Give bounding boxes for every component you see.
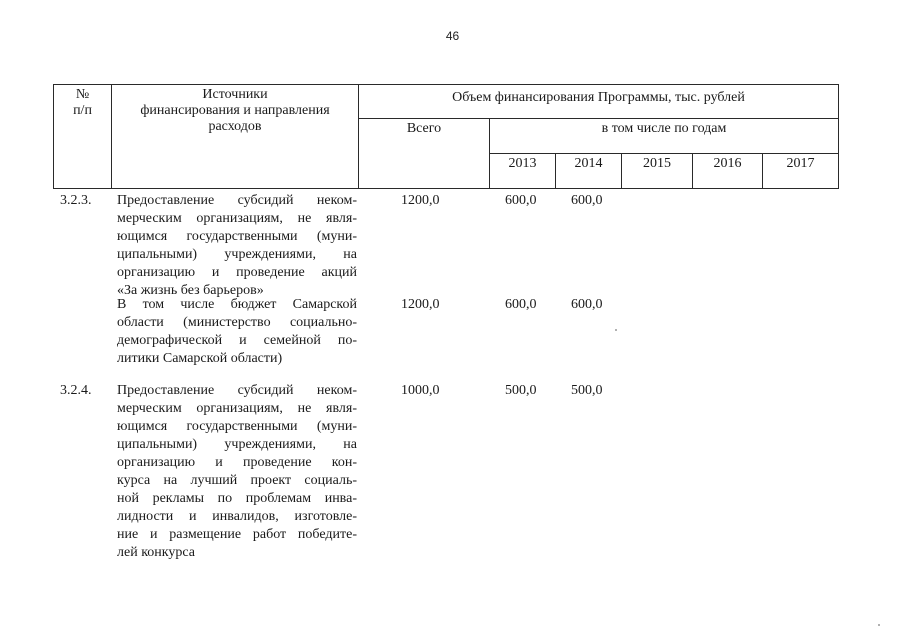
total-value: 1000,0 xyxy=(401,383,440,398)
description-line: ющимся государственными (муни- xyxy=(117,419,357,434)
row-description xyxy=(117,192,357,300)
header-sources-label: Источники финансирования и направления расходов xyxy=(140,87,330,134)
row-number: 3.2.4. xyxy=(60,383,92,398)
description-line: ципальными) учреждениями, на xyxy=(117,247,357,262)
year-2013-value: 600,0 xyxy=(505,297,537,312)
header-right-border xyxy=(838,84,839,189)
description-line: Предоставление субсидий неком- xyxy=(117,383,357,398)
header-by-years-label: в том числе по годам xyxy=(601,121,727,136)
description-line: организацию и проведение кон- xyxy=(117,455,357,470)
header-year-2015: 2015 xyxy=(643,156,671,171)
year-2014-value: 500,0 xyxy=(571,383,603,398)
row-description xyxy=(117,382,357,562)
description-line: организацию и проведение акций xyxy=(117,265,357,280)
description-line: ющимся государственными (муни- xyxy=(117,229,357,244)
scan-speck xyxy=(878,624,880,626)
year-2014-value: 600,0 xyxy=(571,297,603,312)
description-line: лидности и инвалидов, изготовле- xyxy=(117,509,357,524)
description-line: ной рекламы по проблемам инва- xyxy=(117,491,357,506)
header-volume-divider xyxy=(358,118,839,119)
header-volume-label: Объем финансирования Программы, тыс. рублей xyxy=(452,90,745,105)
header-year-2017: 2017 xyxy=(786,156,815,171)
header-total-label: Всего xyxy=(406,121,442,136)
description-line: мерческим организациям, не явля- xyxy=(117,211,357,226)
row-number: 3.2.3. xyxy=(60,193,92,208)
description-line: курса на лучший проект социаль- xyxy=(117,473,357,488)
year-2013-value: 500,0 xyxy=(505,383,537,398)
year-2013-value: 600,0 xyxy=(505,193,537,208)
description-line: ципальными) учреждениями, на xyxy=(117,437,357,452)
description-line: ние и размещение работ победите- xyxy=(117,527,357,542)
header-bottom-border xyxy=(53,188,839,189)
description-line: лей конкурса xyxy=(117,545,195,560)
description-line: области (министерство социально- xyxy=(117,315,357,330)
scan-speck xyxy=(615,329,617,331)
header-years-divider xyxy=(489,153,839,154)
header-top-border xyxy=(53,84,839,85)
header-year-2014: 2014 xyxy=(574,156,603,171)
description-line: «За жизнь без барьеров» xyxy=(117,283,264,298)
description-line: литики Самарской области) xyxy=(117,351,283,366)
row-description xyxy=(117,296,357,368)
description-line: Предоставление субсидий неком- xyxy=(117,193,357,208)
header-num-label: № п/п xyxy=(73,87,92,118)
total-value: 1200,0 xyxy=(401,297,440,312)
description-line: В том числе бюджет Самарской xyxy=(117,297,357,312)
header-year-2016: 2016 xyxy=(713,156,742,171)
year-2014-value: 600,0 xyxy=(571,193,603,208)
description-line: демографической и семейной по- xyxy=(117,333,357,348)
page-number: 46 xyxy=(445,29,460,43)
description-line: мерческим организациям, не явля- xyxy=(117,401,357,416)
header-year-2013: 2013 xyxy=(508,156,537,171)
total-value: 1200,0 xyxy=(401,193,440,208)
